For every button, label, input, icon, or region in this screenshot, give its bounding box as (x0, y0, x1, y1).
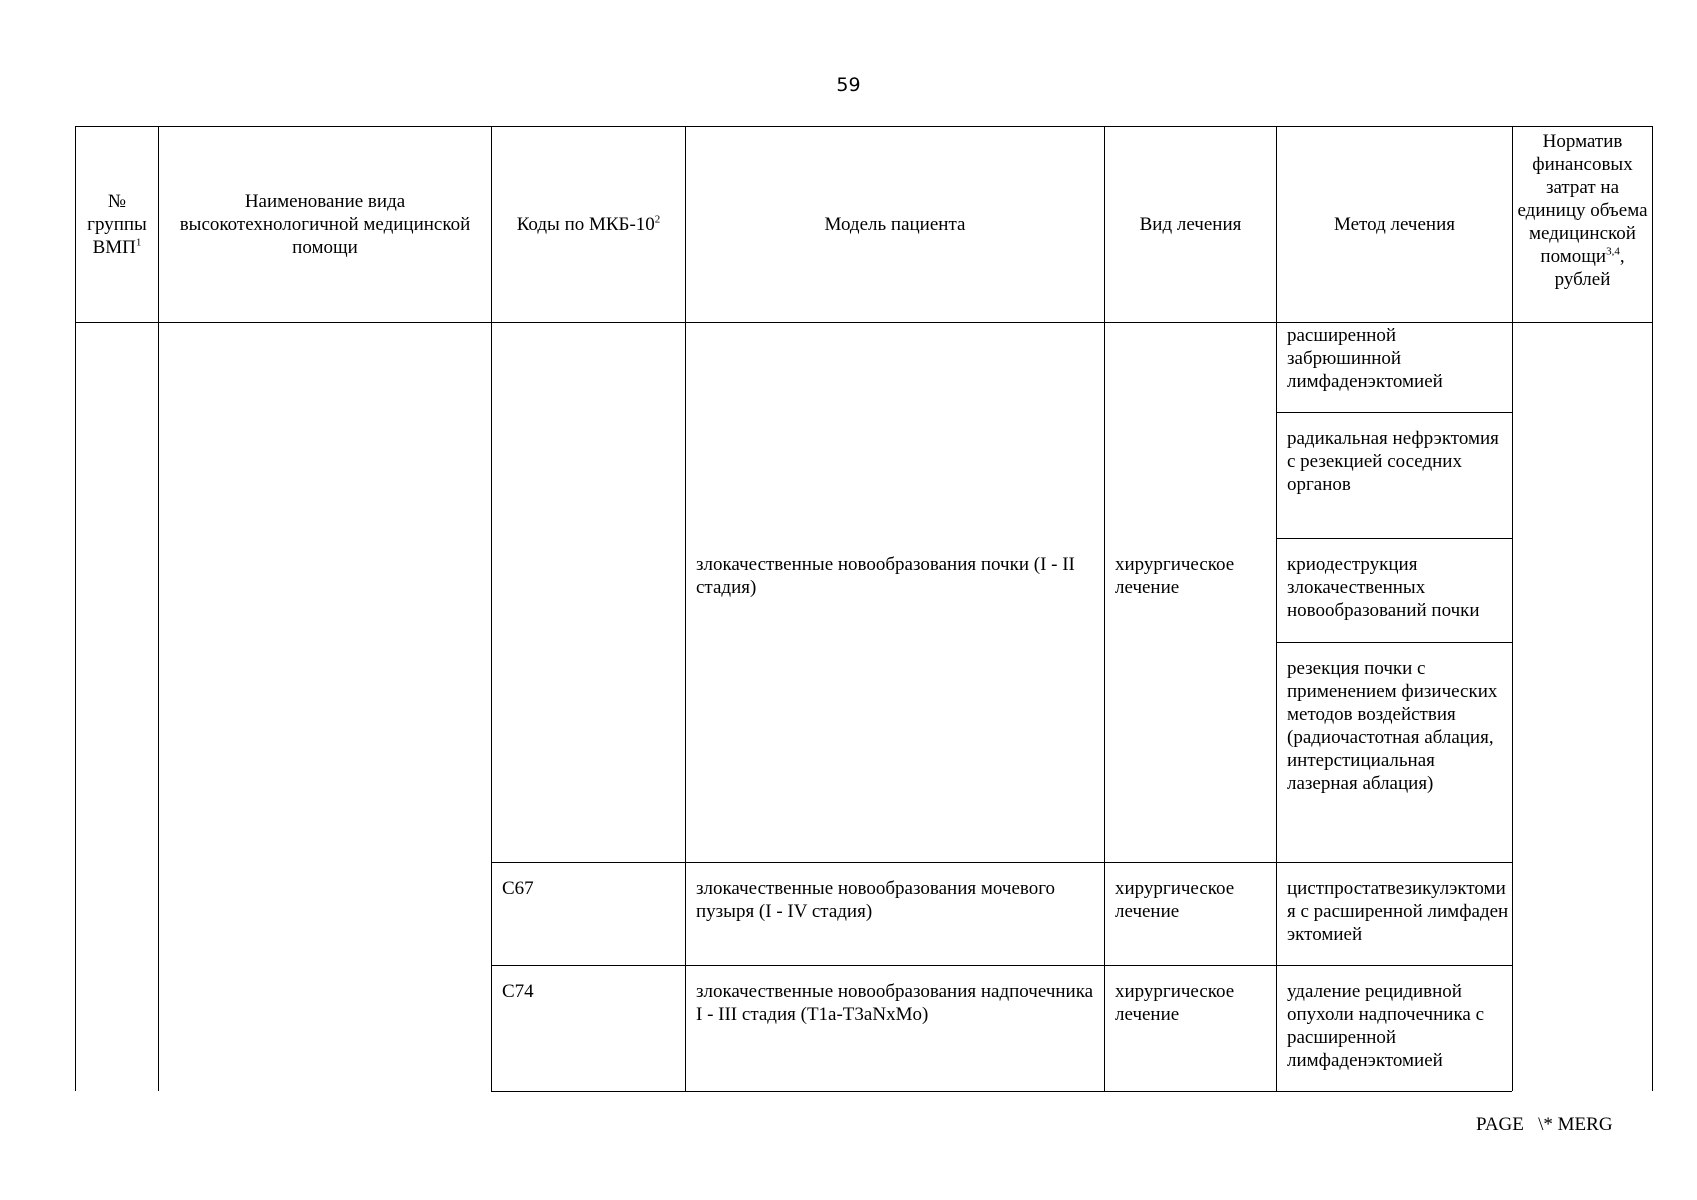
method-cell: расширенной забрюшинной лимфаденэктомией (1287, 325, 1443, 392)
header-icd-codes: Коды по МКБ-$10^2$ (516, 213, 661, 235)
header-treatment-type: Вид лечения (1139, 214, 1242, 235)
header-treatment-method: Метод лечения (1333, 214, 1455, 235)
patient-model-cell: злокачественные новообразования почки (I - II стадия) (696, 554, 1075, 598)
method-divider-3 (1276, 642, 1512, 643)
header-vmp-name: Наименование вида высокотехнологичной медицинской помощи (179, 191, 471, 258)
page-number: 59 (836, 74, 861, 96)
treatment-type-cell: хирургическое лечение (1115, 554, 1235, 598)
method-divider-1 (1276, 412, 1512, 413)
header-group-no: № группы ВМП$^1$ (87, 191, 147, 258)
col-border-1 (158, 126, 159, 1091)
header-cost-standard: Норматив финансовых затрат на единицу объема медицинской помощи$^{3,4}$, рублей (1517, 131, 1648, 290)
row-divider-kidney (491, 862, 1512, 863)
patient-model-cell: злокачественные новообразования надпочечника I - III стадия (T1a-T3aNxMo) (696, 981, 1094, 1025)
method-cell: удаление рецидивной опухоли надпочечника с расширенной лимфаденэктомией (1287, 981, 1485, 1071)
col-border-6 (1512, 126, 1513, 1091)
icd-code-cell: C74 (502, 981, 534, 1002)
row-bottom-adrenal (491, 1091, 1512, 1092)
col-border-7 (1652, 126, 1653, 1091)
patient-model-cell: злокачественные новообразования мочевого пузыря (I - IV стадия) (696, 878, 1056, 922)
page-footer-field: PAGE \* MERG (1476, 1114, 1613, 1135)
header-bottom-border (75, 322, 1653, 323)
method-cell: криодеструкция злокачественных новообразований почки (1287, 554, 1480, 621)
method-divider-2 (1276, 538, 1512, 539)
header-patient-model: Модель пациента (824, 214, 966, 235)
treatment-type-cell: хирургическое лечение (1115, 878, 1235, 922)
method-cell: резекция почки с применением физических методов воздействия (радиочастотная аблация, интерстициальная лазерная аблация) (1287, 658, 1498, 794)
treatment-type-cell: хирургическое лечение (1115, 981, 1235, 1025)
method-cell: радикальная нефрэктомия с резекцией соседних органов (1287, 428, 1499, 495)
row-divider-bladder (491, 965, 1512, 966)
method-cell: цистпростатвезикулэктомия с расширенной лимфаденэктомией (1287, 878, 1509, 945)
icd-code-cell: C67 (502, 878, 534, 899)
